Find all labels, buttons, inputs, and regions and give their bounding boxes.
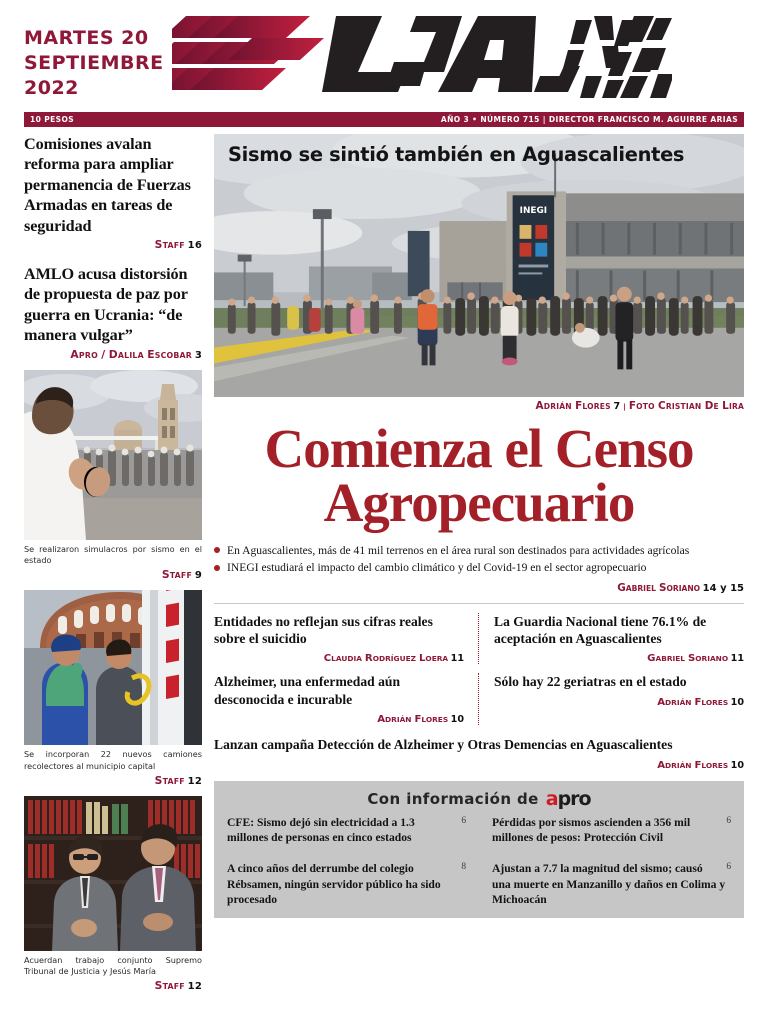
price-label: 10 PESOS: [30, 115, 75, 124]
left-story-1-byline: [24, 238, 202, 251]
wide-headline-credit: [214, 760, 744, 771]
secondary-cell-right: [478, 673, 744, 725]
byline-page: 9: [194, 570, 202, 582]
left-photo-3: [24, 796, 202, 951]
byline-author: ADRIÁN FLORES: [657, 759, 729, 771]
byline-author: GABRIEL SORIANO: [617, 581, 701, 594]
apro-item[interactable]: [227, 861, 466, 907]
publication-date: [24, 0, 176, 101]
byline-page: 3: [194, 349, 202, 361]
logo-lja-mx[interactable]: [176, 0, 744, 112]
svg-text:INEGI: INEGI: [519, 206, 548, 217]
hero-credit: [214, 400, 744, 412]
left-photo-1: [24, 370, 202, 540]
main-headline[interactable]: [214, 418, 744, 533]
left-photo-2-byline: [24, 774, 202, 787]
apro-logo[interactable]: [546, 788, 591, 810]
logo-artwork: [172, 10, 672, 102]
left-story-2-headline[interactable]: AMLO acusa distorsión de propuesta de paz por guerra en Ucrania: “de manera vulgar”: [24, 265, 188, 345]
byline-page: 14 y 15: [702, 582, 744, 594]
bullet-item: En Aguascalientes, más de 41 mil terrenos en el área rural son destinados para actividades agrícolas: [214, 542, 744, 559]
apro-column-right: [479, 815, 731, 907]
hero-block: [214, 134, 744, 397]
apro-item-body: [227, 861, 466, 907]
apro-item-page: 6: [726, 862, 731, 873]
masthead: [24, 0, 744, 112]
main-story-bullets: [214, 542, 744, 577]
secondary-row-1: [214, 613, 744, 665]
secondary-headline[interactable]: Sólo hay 22 geriatras en el estado: [494, 674, 687, 690]
byline-author: ADRIÁN FLORES: [657, 696, 729, 708]
secondary-credit: [214, 714, 464, 725]
hero-credit-separator: |: [623, 402, 627, 412]
hero-photo-credit: FOTO CRISTIAN DE LIRA: [628, 400, 744, 413]
apro-title-text: Con información de: [367, 789, 539, 808]
hero-credit-author: ADRIÁN FLORES: [535, 400, 611, 413]
apro-item-body: [492, 815, 731, 846]
apro-item-page: 8: [461, 862, 466, 873]
apro-logo-pro: pro: [557, 787, 591, 810]
left-column: [24, 134, 202, 992]
main-headline-line-1: Comienza el Censo: [264, 418, 694, 480]
issue-info-bar: [24, 112, 744, 127]
byline-page: 11: [450, 653, 464, 665]
hero-photo-inegi: [214, 134, 744, 397]
apro-item-text: CFE: Sismo dejó sin electricidad a 1.3 millones de personas en cinco estados: [227, 815, 415, 845]
secondary-cell-left: [214, 673, 478, 725]
byline-author: STAFF: [154, 773, 185, 787]
byline-page: 10: [730, 759, 744, 771]
main-headline-line-2: Agropecuario: [323, 471, 635, 533]
section-divider: [214, 603, 744, 604]
byline-page: 12: [187, 775, 202, 787]
secondary-credit: [494, 697, 744, 708]
apro-item[interactable]: [492, 815, 731, 846]
date-line-2: SEPTIEMBRE: [24, 52, 164, 75]
apro-item[interactable]: [492, 861, 731, 907]
left-photo-1-caption: Se realizaron simulacros por sismo en el estado: [24, 543, 202, 566]
wide-headline[interactable]: Lanzan campaña Detección de Alzheimer y Otras Demencias en Aguascalientes: [214, 737, 673, 753]
left-photo-2-caption: Se incorporan 22 nuevos camiones recolectores al municipio capital: [24, 749, 202, 771]
secondary-headline[interactable]: Alzheimer, una enfermedad aún desconocida e incurable: [214, 674, 401, 707]
apro-item-text: Ajustan a 7.7 la magnitud del sismo; causó una muerte en Manzanillo y daños en Colima y Michoacán: [492, 862, 726, 906]
apro-item-page: 6: [726, 815, 731, 826]
apro-logo-a: a: [545, 787, 558, 810]
main-story-credit: [214, 582, 744, 594]
apro-item[interactable]: [227, 815, 466, 846]
byline-author: APRO / DALILA ESCOBAR: [70, 347, 192, 361]
byline-page: 16: [187, 240, 202, 252]
byline-author: STAFF: [161, 568, 192, 582]
byline-author: STAFF: [154, 979, 185, 993]
left-story-2-byline: [24, 348, 202, 361]
byline-page: 10: [450, 714, 464, 726]
date-line-1: MARTES 20: [24, 27, 149, 49]
bullet-item: INEGI estudiará el impacto del cambio climático y del Covid-19 en el sector agropecuario: [214, 559, 744, 576]
byline-page: 12: [187, 981, 202, 993]
secondary-headline[interactable]: Entidades no reflejan sus cifras reales sobre el suicidio: [214, 613, 433, 646]
byline-author: ADRIÁN FLORES: [377, 714, 449, 726]
secondary-cell-left: [214, 613, 478, 665]
apro-item-page: 6: [461, 815, 466, 826]
byline-author: CLAUDIA RODRÍGUEZ LOERA: [323, 653, 449, 665]
right-column: [214, 134, 744, 992]
left-photo-3-byline: [24, 979, 202, 992]
apro-item-body: [227, 815, 466, 846]
apro-section: [214, 781, 744, 918]
left-story-1-headline[interactable]: Comisiones avalan reforma para ampliar permanencia de Fuerzas Armadas en tareas de seguridad: [24, 135, 191, 235]
secondary-row-2: [214, 673, 744, 725]
left-photo-2: [24, 590, 202, 745]
byline-author: GABRIEL SORIANO: [647, 653, 729, 665]
hero-credit-page: 7: [613, 401, 621, 413]
apro-column-left: [227, 815, 479, 907]
byline-page: 11: [730, 653, 744, 665]
apro-section-title: [227, 788, 731, 810]
byline-page: 10: [730, 696, 744, 708]
left-photo-3-caption: Acuerdan trabajo conjunto Supremo Tribunal de Justicia y Jesús María: [24, 954, 202, 977]
date-line-3: 2022: [24, 77, 79, 100]
apro-items-grid: [227, 815, 731, 907]
secondary-credit: [214, 653, 464, 664]
apro-item-text: A cinco años del derrumbe del colegio Rébsamen, ningún servidor público ha sido procesado: [227, 862, 441, 906]
hero-overlay-headline[interactable]: Sismo se sintió también en Aguascalientes: [228, 143, 685, 166]
issue-info: AÑO 3 • NÚMERO 715 | DIRECTOR FRANCISCO M. AGUIRRE ARIAS: [440, 115, 738, 124]
byline-author: STAFF: [154, 238, 185, 252]
content-area: [24, 134, 744, 992]
secondary-cell-right: [478, 613, 744, 665]
secondary-credit: [494, 653, 744, 664]
secondary-headline[interactable]: La Guardia Nacional tiene 76.1% de aceptación en Aguascalientes: [494, 613, 707, 646]
apro-item-text: Pérdidas por sismos ascienden a 356 mil millones de pesos: Protección Civil: [492, 815, 691, 845]
apro-item-body: [492, 861, 731, 907]
left-photo-1-byline: [24, 568, 202, 581]
